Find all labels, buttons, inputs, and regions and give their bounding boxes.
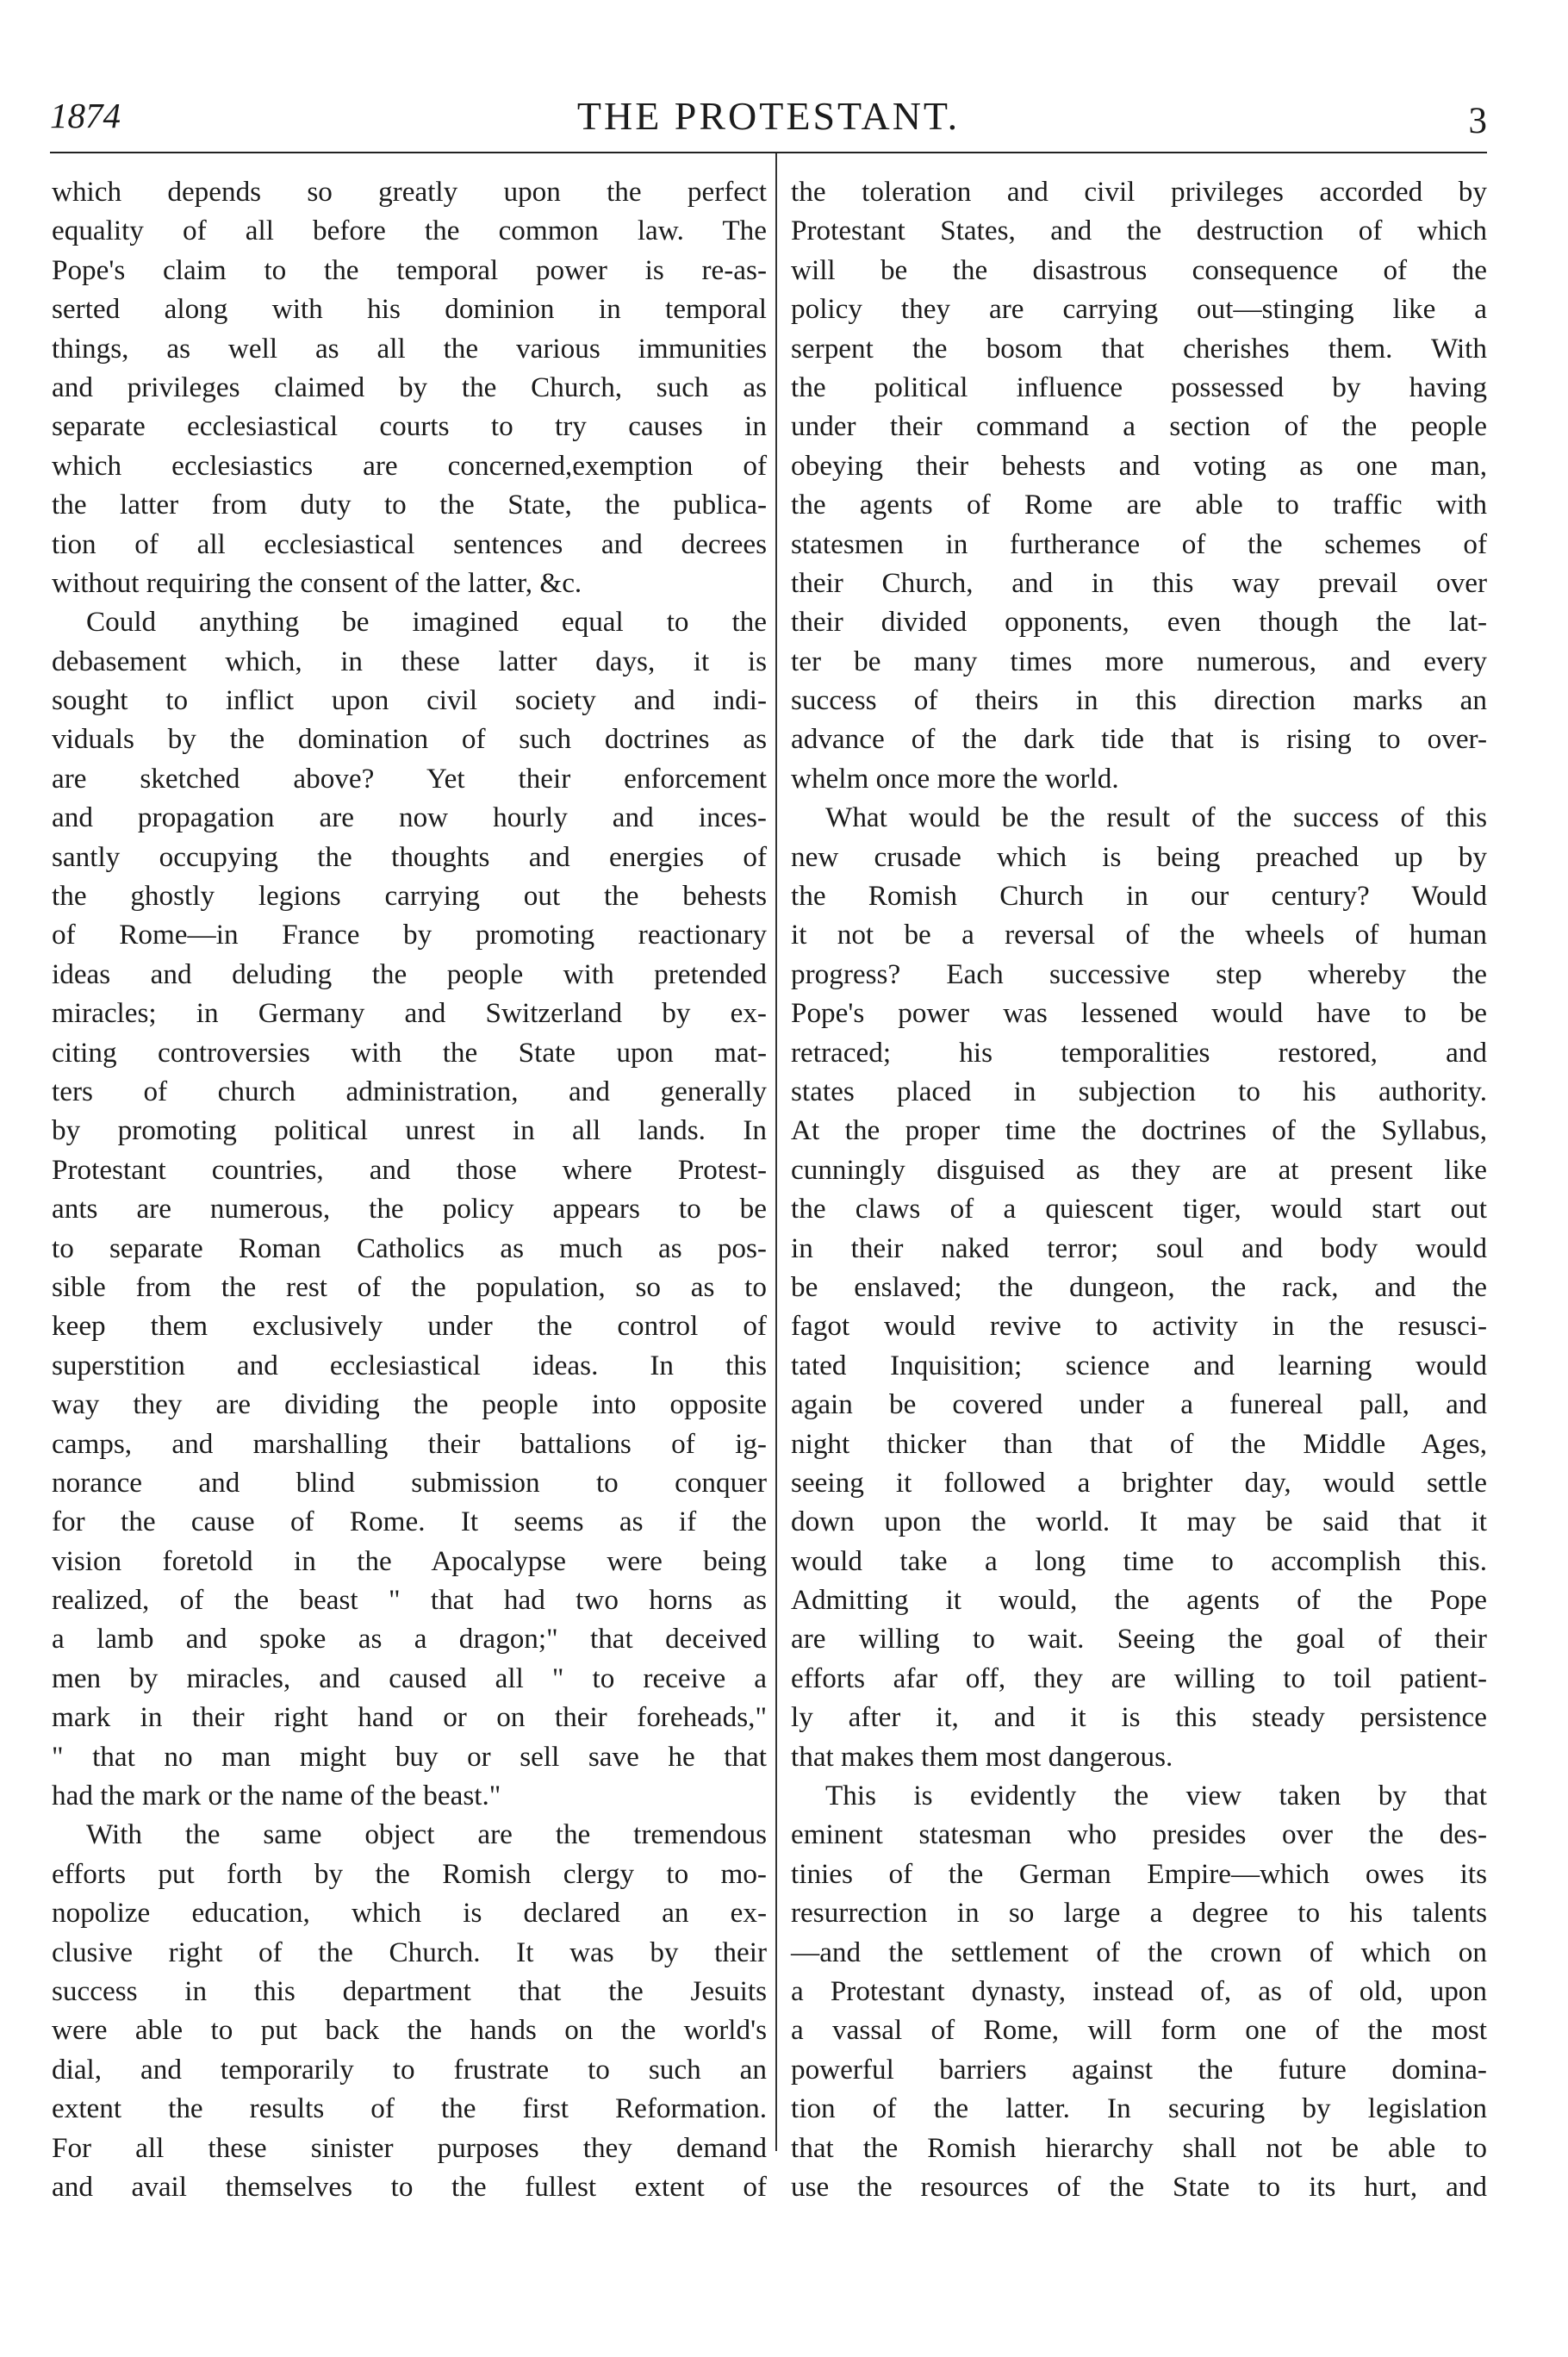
text-line: santly occupying the thoughts and energies of: [52, 840, 767, 873]
text-line: states placed in subjection to his authority.: [791, 1075, 1487, 1107]
text-line: night thicker than that of the Middle Ages,: [791, 1427, 1487, 1460]
text-line: new crusade which is being preached up by: [791, 840, 1487, 873]
text-line: tinies of the German Empire—which owes its: [791, 1857, 1487, 1890]
text-line: ly after it, and it is this steady persistence: [791, 1701, 1487, 1734]
text-line: which ecclesiastics are concerned,exemption of: [52, 449, 767, 482]
text-line: norance and blind submission to conquer: [52, 1466, 767, 1499]
text-line: mark in their right hand or on their foreheads,": [52, 1701, 767, 1734]
text-line: tated Inquisition; science and learning would: [791, 1349, 1487, 1381]
text-line: that makes them most dangerous.: [791, 1740, 1173, 1773]
text-line: Admitting it would, the agents of the Pope: [791, 1584, 1487, 1617]
text-line: men by miracles, and caused all " to receive a: [52, 1662, 767, 1694]
text-line: miracles; in Germany and Switzerland by ex-: [52, 997, 767, 1030]
left-column: [52, 172, 767, 2206]
text-line: way they are dividing the people into opposite: [52, 1388, 767, 1421]
text-line: Protestant countries, and those where Protest-: [52, 1153, 767, 1186]
text-line: success of theirs in this direction marks an: [791, 684, 1487, 717]
text-line: separate ecclesiastical courts to try causes in: [52, 410, 767, 443]
text-line: vision foretold in the Apocalypse were being: [52, 1544, 767, 1577]
text-line: obeying their behests and voting as one man,: [791, 449, 1487, 482]
text-line: their Church, and in this way prevail over: [791, 566, 1487, 599]
text-line: resurrection in so large a degree to his talents: [791, 1897, 1487, 1930]
text-line: eminent statesman who presides over the des-: [791, 1818, 1487, 1851]
text-line: powerful barriers against the future domina-: [791, 2053, 1487, 2086]
text-line: a vassal of Rome, will form one of the most: [791, 2014, 1487, 2047]
text-line: the Romish Church in our century? Would: [791, 880, 1487, 913]
text-line: had the mark or the name of the beast.": [52, 1780, 501, 1812]
text-line: sible from the rest of the population, so as to: [52, 1270, 767, 1303]
text-line: for the cause of Rome. It seems as if the: [52, 1506, 767, 1538]
text-line: viduals by the domination of such doctrines as: [52, 723, 767, 756]
text-line: a lamb and spoke as a dragon;" that deceived: [52, 1623, 767, 1656]
text-line: would take a long time to accomplish this.: [791, 1544, 1487, 1577]
text-line: This is evidently the view taken by that: [825, 1780, 1487, 1812]
text-line: the ghostly legions carrying out the behests: [52, 880, 767, 913]
header-title: THE PROTESTANT.: [576, 94, 961, 138]
text-line: sought to inflict upon civil society and indi-: [52, 684, 767, 717]
text-line: the agents of Rome are able to traffic with: [791, 489, 1487, 521]
text-line: were able to put back the hands on the world's: [52, 2014, 767, 2047]
text-line: keep them exclusively under the control of: [52, 1310, 767, 1343]
text-line: serted along with his dominion in temporal: [52, 293, 767, 326]
text-line: without requiring the consent of the latter, &c.: [52, 566, 582, 599]
text-line: Protestant States, and the destruction of which: [791, 215, 1487, 247]
text-line: statesmen in furtherance of the schemes of: [791, 527, 1487, 560]
text-line: What would be the result of the success of this: [825, 801, 1487, 834]
text-line: ter be many times more numerous, and every: [791, 645, 1487, 677]
page-header: [50, 86, 1487, 155]
text-line: be enslaved; the dungeon, the rack, and the: [791, 1270, 1487, 1303]
text-line: the claws of a quiescent tiger, would start out: [791, 1193, 1487, 1225]
text-line: With the same object are the tremendous: [86, 1818, 767, 1851]
text-line: debasement which, in these latter days, it is: [52, 645, 767, 677]
text-line: superstition and ecclesiastical ideas. In this: [52, 1349, 767, 1381]
header-page-number: 3: [1468, 101, 1487, 141]
text-line: " that no man might buy or sell save he that: [52, 1740, 767, 1773]
text-line: serpent the bosom that cherishes them. With: [791, 332, 1487, 365]
text-line: in their naked terror; soul and body would: [791, 1232, 1487, 1264]
text-line: and propagation are now hourly and inces-: [52, 801, 767, 834]
text-line: to separate Roman Catholics as much as pos-: [52, 1232, 767, 1264]
text-line: realized, of the beast " that had two horns as: [52, 1584, 767, 1617]
text-line: cunningly disguised as they are at present like: [791, 1153, 1487, 1186]
text-line: Could anything be imagined equal to the: [86, 606, 767, 639]
text-line: of Rome—in France by promoting reactionary: [52, 919, 767, 951]
text-line: extent the results of the first Reformation.: [52, 2092, 767, 2125]
text-line: success in this department that the Jesuits: [52, 1974, 767, 2007]
text-line: ants are numerous, the policy appears to be: [52, 1193, 767, 1225]
text-line: efforts put forth by the Romish clergy to mo-: [52, 1857, 767, 1890]
text-line: retraced; his temporalities restored, and: [791, 1036, 1487, 1069]
text-line: citing controversies with the State upon mat-: [52, 1036, 767, 1069]
text-line: a Protestant dynasty, instead of, as of old, upon: [791, 1974, 1487, 2007]
text-line: camps, and marshalling their battalions of ig-: [52, 1427, 767, 1460]
text-line: it not be a reversal of the wheels of human: [791, 919, 1487, 951]
header-rule: [50, 152, 1487, 153]
text-line: ideas and deluding the people with pretended: [52, 957, 767, 990]
text-line: are sketched above? Yet their enforcement: [52, 762, 767, 795]
text-line: seeing it followed a brighter day, would settle: [791, 1466, 1487, 1499]
text-line: whelm once more the world.: [791, 762, 1119, 795]
text-line: tion of all ecclesiastical sentences and decrees: [52, 527, 767, 560]
text-line: the latter from duty to the State, the publica-: [52, 489, 767, 521]
text-line: ters of church administration, and generally: [52, 1075, 767, 1107]
text-line: under their command a section of the people: [791, 410, 1487, 443]
right-column: [791, 172, 1487, 2206]
text-line: For all these sinister purposes they demand: [52, 2131, 767, 2164]
column-divider: [775, 153, 777, 2151]
text-line: advance of the dark tide that is rising to over-: [791, 723, 1487, 756]
text-line: At the proper time the doctrines of the Syllabus,: [791, 1114, 1487, 1147]
text-line: again be covered under a funereal pall, and: [791, 1388, 1487, 1421]
text-line: fagot would revive to activity in the resusci-: [791, 1310, 1487, 1343]
text-line: efforts afar off, they are willing to toil patient-: [791, 1662, 1487, 1694]
text-line: their divided opponents, even though the lat-: [791, 606, 1487, 639]
text-line: nopolize education, which is declared an ex-: [52, 1897, 767, 1930]
text-line: use the resources of the State to its hurt, and: [791, 2170, 1487, 2203]
text-line: the toleration and civil privileges accorded by: [791, 176, 1487, 208]
text-line: and privileges claimed by the Church, such as: [52, 371, 767, 403]
text-line: —and the settlement of the crown of which on: [791, 1936, 1487, 1968]
text-line: will be the disastrous consequence of the: [791, 253, 1487, 286]
text-line: things, as well as all the various immunities: [52, 332, 767, 365]
text-line: equality of all before the common law. The: [52, 215, 767, 247]
text-line: are willing to wait. Seeing the goal of their: [791, 1623, 1487, 1656]
text-line: Pope's power was lessened would have to be: [791, 997, 1487, 1030]
header-year: 1874: [50, 96, 121, 135]
text-line: dial, and temporarily to frustrate to such an: [52, 2053, 767, 2086]
text-line: tion of the latter. In securing by legislation: [791, 2092, 1487, 2125]
text-line: that the Romish hierarchy shall not be able to: [791, 2131, 1487, 2164]
text-line: by promoting political unrest in all lands. In: [52, 1114, 767, 1147]
text-line: and avail themselves to the fullest extent of: [52, 2170, 767, 2203]
text-line: progress? Each successive step whereby the: [791, 957, 1487, 990]
text-line: policy they are carrying out—stinging like a: [791, 293, 1487, 326]
text-line: which depends so greatly upon the perfect: [52, 176, 767, 208]
text-line: down upon the world. It may be said that it: [791, 1506, 1487, 1538]
text-line: the political influence possessed by having: [791, 371, 1487, 403]
text-line: Pope's claim to the temporal power is re-as-: [52, 253, 767, 286]
text-line: clusive right of the Church. It was by their: [52, 1936, 767, 1968]
